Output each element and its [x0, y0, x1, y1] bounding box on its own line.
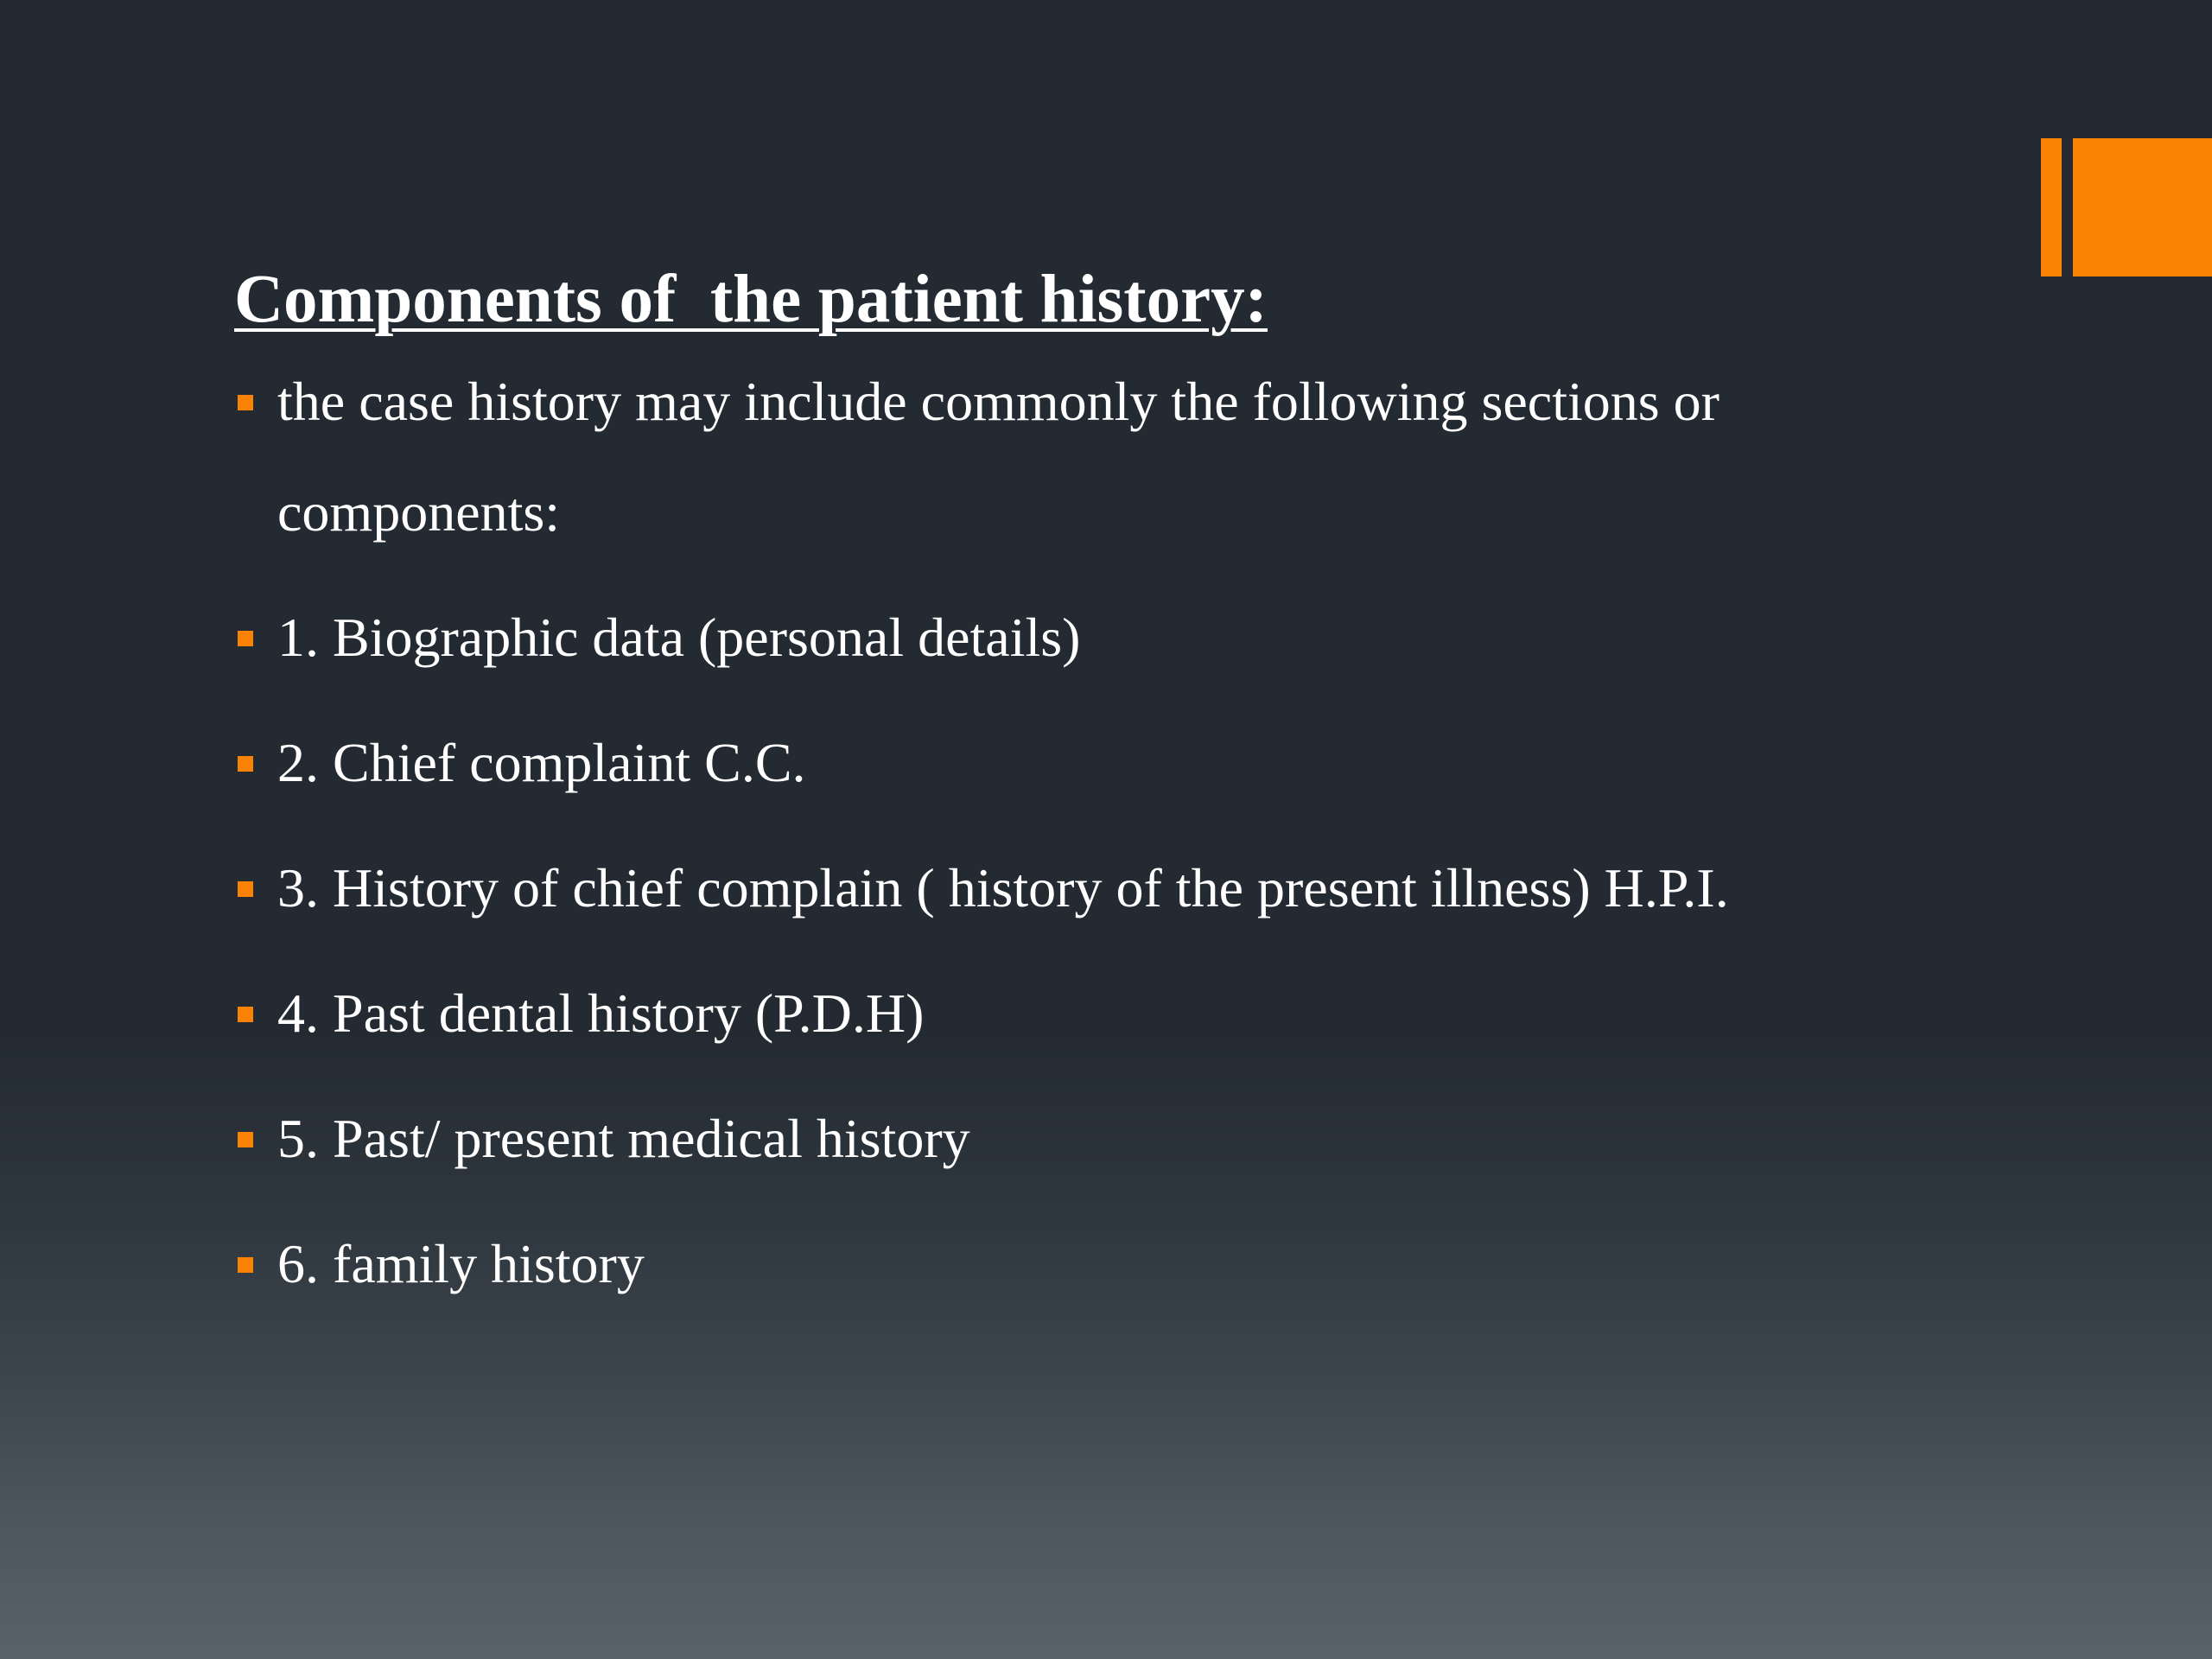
bullet-text: 3. History of chief complain ( history of the present illness) H.P.I.	[277, 856, 1729, 918]
list-item	[234, 958, 1962, 1069]
bullet-square-icon	[238, 881, 253, 897]
bullet-square-icon	[238, 395, 253, 410]
bullet-text: 5. Past/ present medical history	[277, 1107, 970, 1169]
list-item	[234, 582, 1962, 693]
bullet-square-icon	[238, 1007, 253, 1022]
slide-content	[234, 259, 1962, 1319]
list-item	[234, 833, 1962, 944]
list-item	[234, 1209, 1962, 1319]
accent-block	[2073, 138, 2212, 276]
bullet-text: the case history may include commonly the following sections or components:	[277, 370, 1719, 543]
accent-bar	[2041, 138, 2062, 276]
slide-title: Components of the patient history:	[234, 262, 1268, 337]
bullet-text: 4. Past dental history (P.D.H)	[277, 982, 925, 1044]
bullet-square-icon	[238, 756, 253, 772]
list-item	[234, 708, 1962, 818]
bullet-list	[234, 346, 1962, 1319]
list-item	[234, 346, 1962, 568]
bullet-text: 1. Biographic data (personal details)	[277, 606, 1081, 668]
list-item	[234, 1084, 1962, 1194]
bullet-square-icon	[238, 631, 253, 646]
bullet-square-icon	[238, 1257, 253, 1273]
bullet-text: 6. family history	[277, 1232, 645, 1294]
bullet-text: 2. Chief complaint C.C.	[277, 731, 806, 793]
bullet-square-icon	[238, 1132, 253, 1147]
